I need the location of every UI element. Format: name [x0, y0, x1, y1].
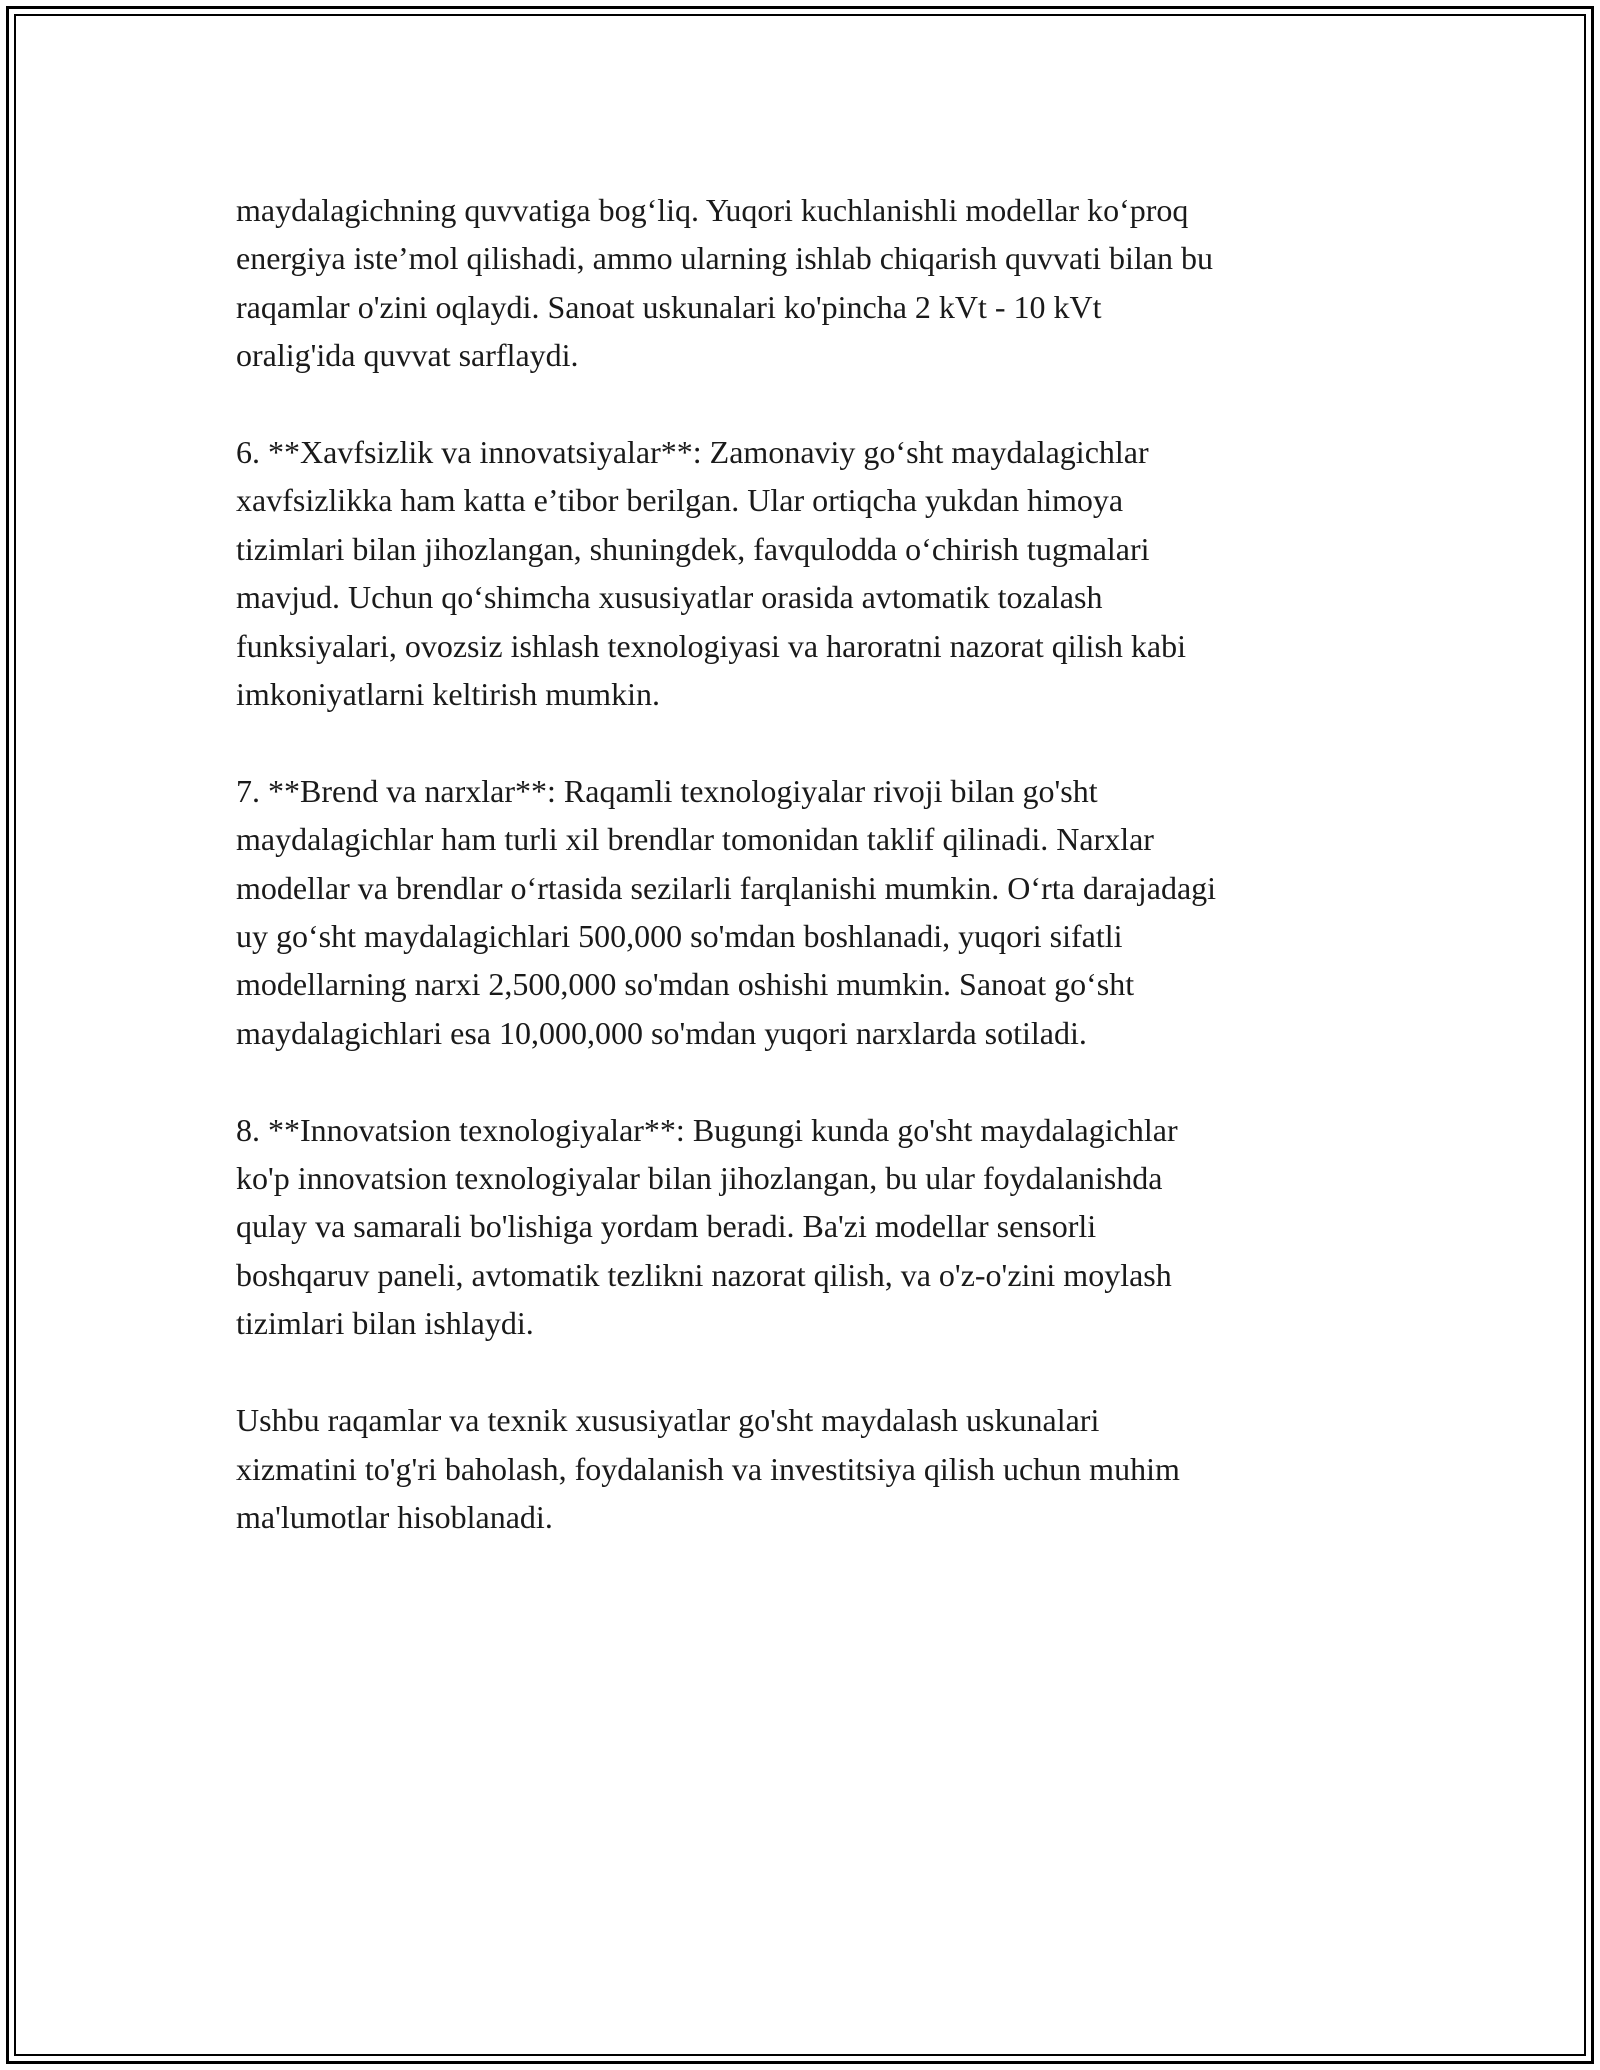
paragraph-power-consumption	[236, 186, 1376, 380]
text-line: modellar va brendlar o‘rtasida sezilarli farqlanishi mumkin. O‘rta darajadagi	[236, 869, 1217, 906]
text-line: 6. **Xavfsizlik va innovatsiyalar**: Zamonaviy go‘sht maydalagichlar	[236, 434, 1149, 471]
text-line: uy go‘sht maydalagichlari 500,000 so'mdan boshlanadi, yuqori sifatli	[236, 918, 1123, 955]
paragraph-conclusion	[236, 1396, 1376, 1541]
paragraph-brands-prices	[236, 767, 1376, 1057]
text-line: xavfsizlikka ham katta e’tibor berilgan. Ular ortiqcha yukdan himoya	[236, 482, 1124, 519]
text-line: qulay va samarali bo'lishiga yordam beradi. Ba'zi modellar sensorli	[236, 1208, 1097, 1245]
text-line: energiya iste’mol qilishadi, ammo ularning ishlab chiqarish quvvati bilan bu	[236, 240, 1213, 277]
text-line: mavjud. Uchun qo‘shimcha xususiyatlar orasida avtomatik tozalash	[236, 579, 1103, 616]
paragraph-innovative-technologies	[236, 1106, 1376, 1348]
text-line: maydalagichlar ham turli xil brendlar tomonidan taklif qilinadi. Narxlar	[236, 821, 1154, 858]
text-line: imkoniyatlarni keltirish mumkin.	[236, 676, 660, 713]
text-line: funksiyalari, ovozsiz ishlash texnologiyasi va haroratni nazorat qilish kabi	[236, 627, 1186, 664]
text-line: oralig'ida quvvat sarflaydi.	[236, 337, 579, 374]
text-line: xizmatini to'g'ri baholash, foydalanish va investitsiya qilish uchun muhim	[236, 1450, 1180, 1487]
text-line: tizimlari bilan ishlaydi.	[236, 1305, 534, 1342]
text-line: 7. **Brend va narxlar**: Raqamli texnologiyalar rivoji bilan go'sht	[236, 772, 1098, 809]
document-body	[236, 186, 1376, 1590]
text-line: 8. **Innovatsion texnologiyalar**: Bugungi kunda go'sht maydalagichlar	[236, 1111, 1178, 1148]
text-line: tizimlari bilan jihozlangan, shuningdek, favqulodda o‘chirish tugmalari	[236, 530, 1150, 567]
text-line: ko'p innovatsion texnologiyalar bilan jihozlangan, bu ular foydalanishda	[236, 1160, 1163, 1197]
text-line: Ushbu raqamlar va texnik xususiyatlar go'sht maydalash uskunalari	[236, 1402, 1100, 1439]
text-line: ma'lumotlar hisoblanadi.	[236, 1498, 553, 1535]
text-line: maydalagichning quvvatiga bog‘liq. Yuqori kuchlanishli modellar ko‘proq	[236, 192, 1189, 228]
paragraph-safety-innovations	[236, 428, 1376, 718]
text-line: modellarning narxi 2,500,000 so'mdan oshishi mumkin. Sanoat go‘sht	[236, 966, 1135, 1003]
text-line: boshqaruv paneli, avtomatik tezlikni nazorat qilish, va o'z-o'zini moylash	[236, 1256, 1172, 1293]
text-line: raqamlar o'zini oqlaydi. Sanoat uskunalari ko'pincha 2 kVt - 10 kVt	[236, 288, 1102, 325]
text-line: maydalagichlari esa 10,000,000 so'mdan yuqori narxlarda sotiladi.	[236, 1014, 1087, 1051]
